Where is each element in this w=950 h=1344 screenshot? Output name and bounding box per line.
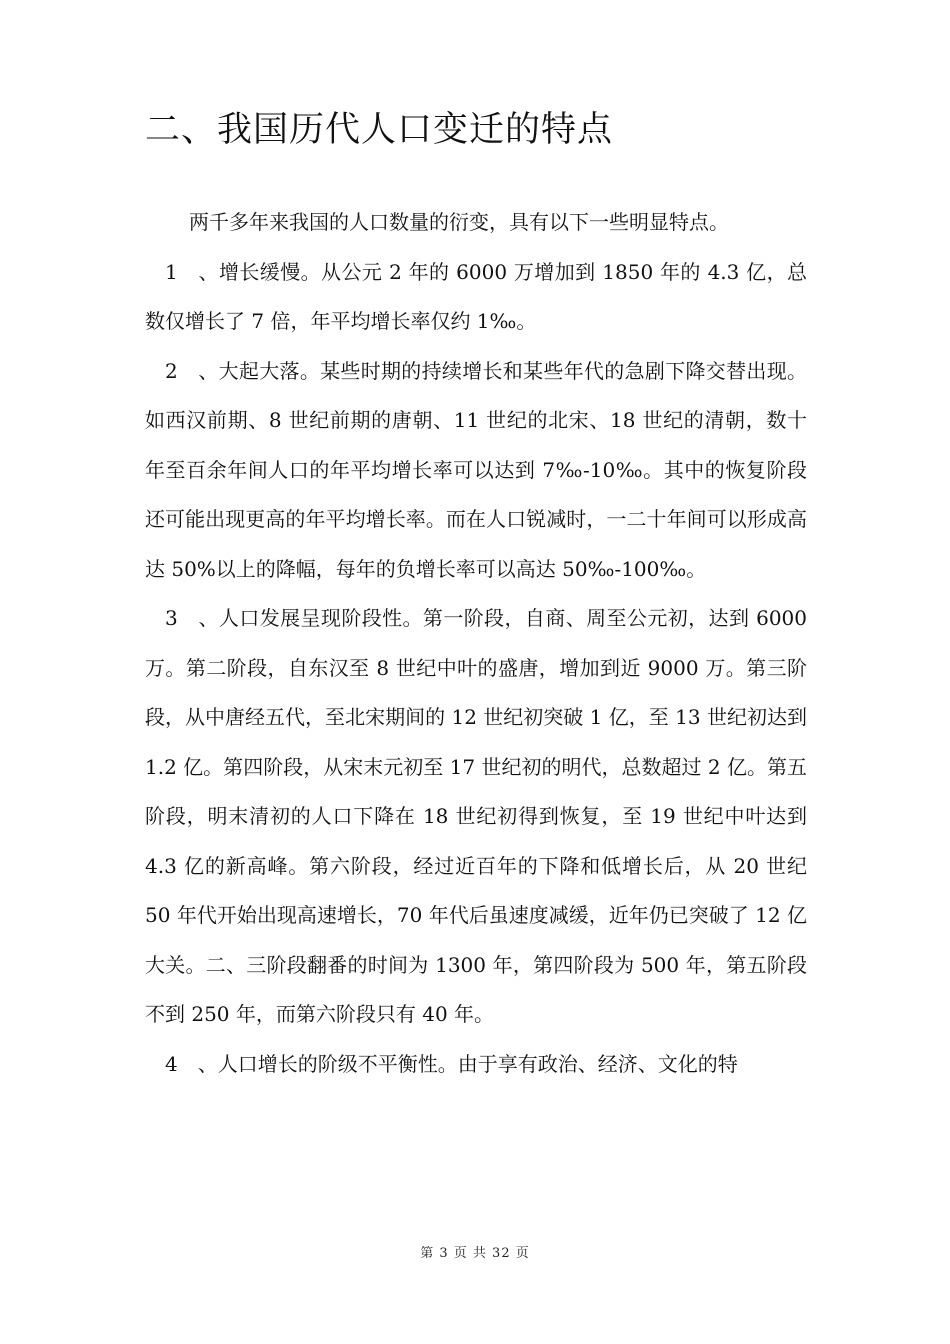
point-2-paragraph: 2 、大起大落。某些时期的持续增长和某些年代的急剧下降交替出现。如西汉前期、8 世纪前期的唐朝、11 世纪的北宋、18 世纪的清朝，数十年至百余年间人口的年平均增长率可以达到 7‰-10‰。其中的恢复阶段还可能出现更高的年平均增长率。而在人口锐减时，一二十年间可以形成高达 50%以上的降幅，每年的负增长率可以高达 50‰-100‰。: [145, 358, 807, 581]
section-heading: 二、我国历代人口变迁的特点: [145, 110, 614, 150]
body-text: [145, 198, 807, 1089]
point-3-paragraph: 3 、人口发展呈现阶段性。第一阶段，自商、周至公元初，达到 6000 万。第二阶段，自东汉至 8 世纪中叶的盛唐，增加到近 9000 万。第三阶段，从中唐经五代，至北宋期间的 12 世纪初突破 1 亿，至 13 世纪初达到 1.2 亿。第四阶段，从宋末元初至 17 世纪初的明代，总数超过 2 亿。第五阶段，明末清初的人口下降在 18 世纪初得到恢复，至 19 世纪中叶达到 4.3 亿的新高峰。第六阶段，经过近百年的下降和低增长后，从 20 世纪 50 年代开始出现高速增长，70 年代后虽速度减缓，近年仍已突破了 12 亿大关。二、三阶段翻番的时间为 1300 年，第四阶段为 500 年，第五阶段不到 250 年，而第六阶段只有 40 年。: [145, 606, 807, 1026]
page-number-footer: 第 3 页 共 32 页: [420, 1246, 530, 1261]
point-4-paragraph: 4 、人口增长的阶级不平衡性。由于享有政治、经济、文化的特: [165, 1051, 738, 1076]
intro-paragraph: 两千多年来我国的人口数量的衍变，具有以下一些明显特点。: [189, 210, 729, 234]
point-1-paragraph: 1 、增长缓慢。从公元 2 年的 6000 万增加到 1850 年的 4.3 亿，总数仅增长了 7 倍，年平均增长率仅约 1‰。: [145, 259, 807, 333]
